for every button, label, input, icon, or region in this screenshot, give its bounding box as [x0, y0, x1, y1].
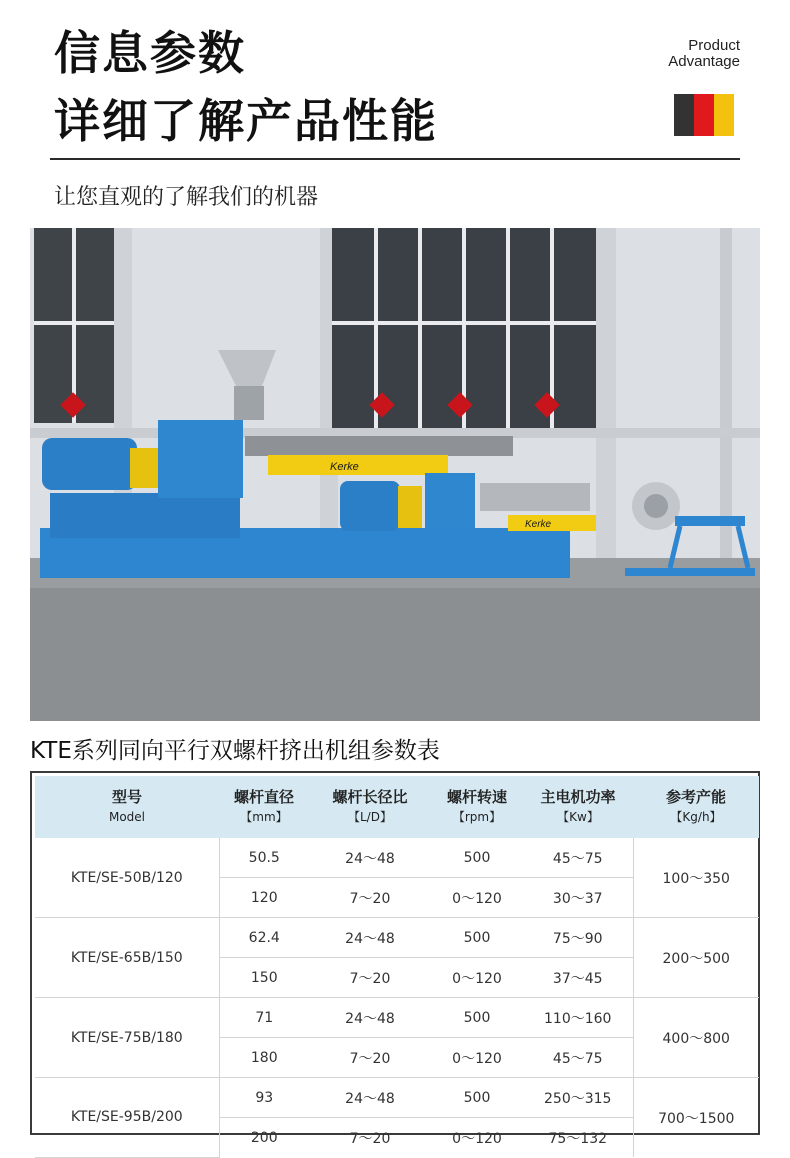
- cell-power: 30～37: [523, 878, 633, 918]
- cell-diameter: 50.5: [219, 838, 309, 878]
- flag-stripe-red: [694, 94, 714, 136]
- brand-label-secondary: Kerke: [525, 519, 552, 530]
- page-title: 信息参数: [54, 26, 246, 80]
- model-cell: KTE/SE-65B/150: [35, 918, 219, 998]
- cell-diameter: 62.4: [219, 918, 309, 958]
- table-row: [35, 1078, 759, 1118]
- cell-diameter: 120: [219, 878, 309, 918]
- header-ld-ratio: 螺杆长径比 【L/D】: [309, 776, 431, 838]
- header-screw-speed: 螺杆转速 【rpm】: [431, 776, 523, 838]
- capacity-cell: 100～350: [633, 838, 759, 918]
- capacity-cell: 700～1500: [633, 1078, 759, 1158]
- page-subtitle-heading: 详细了解产品性能: [54, 94, 438, 148]
- cell-speed: 0～120: [431, 878, 523, 918]
- brand-label: Kerke: [330, 461, 359, 473]
- table-row: [35, 998, 759, 1038]
- cell-power: 250～315: [523, 1078, 633, 1118]
- model-cell: KTE/SE-75B/180: [35, 998, 219, 1078]
- cell-ld: 24～48: [309, 918, 431, 958]
- cell-power: 110～160: [523, 998, 633, 1038]
- model-cell: KTE/SE-50B/120: [35, 838, 219, 918]
- cell-speed: 0～120: [431, 958, 523, 998]
- cell-ld: 24～48: [309, 1078, 431, 1118]
- cell-ld: 7～20: [349, 1130, 391, 1147]
- table-header-row: [35, 776, 759, 838]
- cell-ld: 24～48: [309, 838, 431, 878]
- product-advantage-label: [668, 38, 740, 70]
- german-flag-icon: [674, 94, 734, 136]
- product-label: Product: [688, 37, 740, 54]
- cell-ld: 7～20: [309, 878, 431, 918]
- capacity-cell: 200～500: [633, 918, 759, 998]
- advantage-label: Advantage: [668, 53, 740, 70]
- cell-ld: 7～20: [309, 1038, 431, 1078]
- spec-table-container: [30, 771, 760, 1147]
- cell-power: 45～75: [523, 1038, 633, 1078]
- cell-power: 75～90: [523, 918, 633, 958]
- table-row: [35, 838, 759, 878]
- cell-speed: 0～120: [452, 1130, 502, 1147]
- extruder-machine-photo: [30, 228, 760, 721]
- cell-diameter: 71: [219, 998, 309, 1038]
- table-row: [35, 918, 759, 958]
- cell-speed: 500: [431, 998, 523, 1038]
- flag-stripe-black: [674, 94, 694, 136]
- flag-stripe-gold: [714, 94, 734, 136]
- cell-ld: 24～48: [309, 998, 431, 1038]
- capacity-cell: 400～800: [633, 998, 759, 1078]
- header-screw-diameter: 螺杆直径 【mm】: [219, 776, 309, 838]
- header-model: 型号 Model: [35, 776, 219, 838]
- header-divider: [50, 158, 740, 160]
- cell-speed: 500: [431, 918, 523, 958]
- cell-ld: 7～20: [309, 958, 431, 998]
- cell-power: 45～75: [523, 838, 633, 878]
- spec-table: [35, 776, 759, 1158]
- intro-text: 让您直观的了解我们的机器: [54, 185, 319, 210]
- cell-speed: 500: [431, 838, 523, 878]
- cell-speed: 500: [431, 1078, 523, 1118]
- cell-power: 75～132: [548, 1130, 608, 1147]
- cell-diameter: 150: [219, 958, 309, 998]
- table-title: KTE系列同向平行双螺杆挤出机组参数表: [30, 738, 440, 764]
- header-motor-power: 主电机功率 【Kw】: [523, 776, 633, 838]
- cell-diameter: 93: [219, 1078, 309, 1118]
- cell-diameter: 200: [250, 1129, 278, 1146]
- cell-power: 37～45: [523, 958, 633, 998]
- model-cell: KTE/SE-95B/200: [35, 1078, 219, 1158]
- cell-diameter: 180: [219, 1038, 309, 1078]
- cell-speed: 0～120: [431, 1038, 523, 1078]
- header-capacity: 参考产能 【Kg/h】: [633, 776, 759, 838]
